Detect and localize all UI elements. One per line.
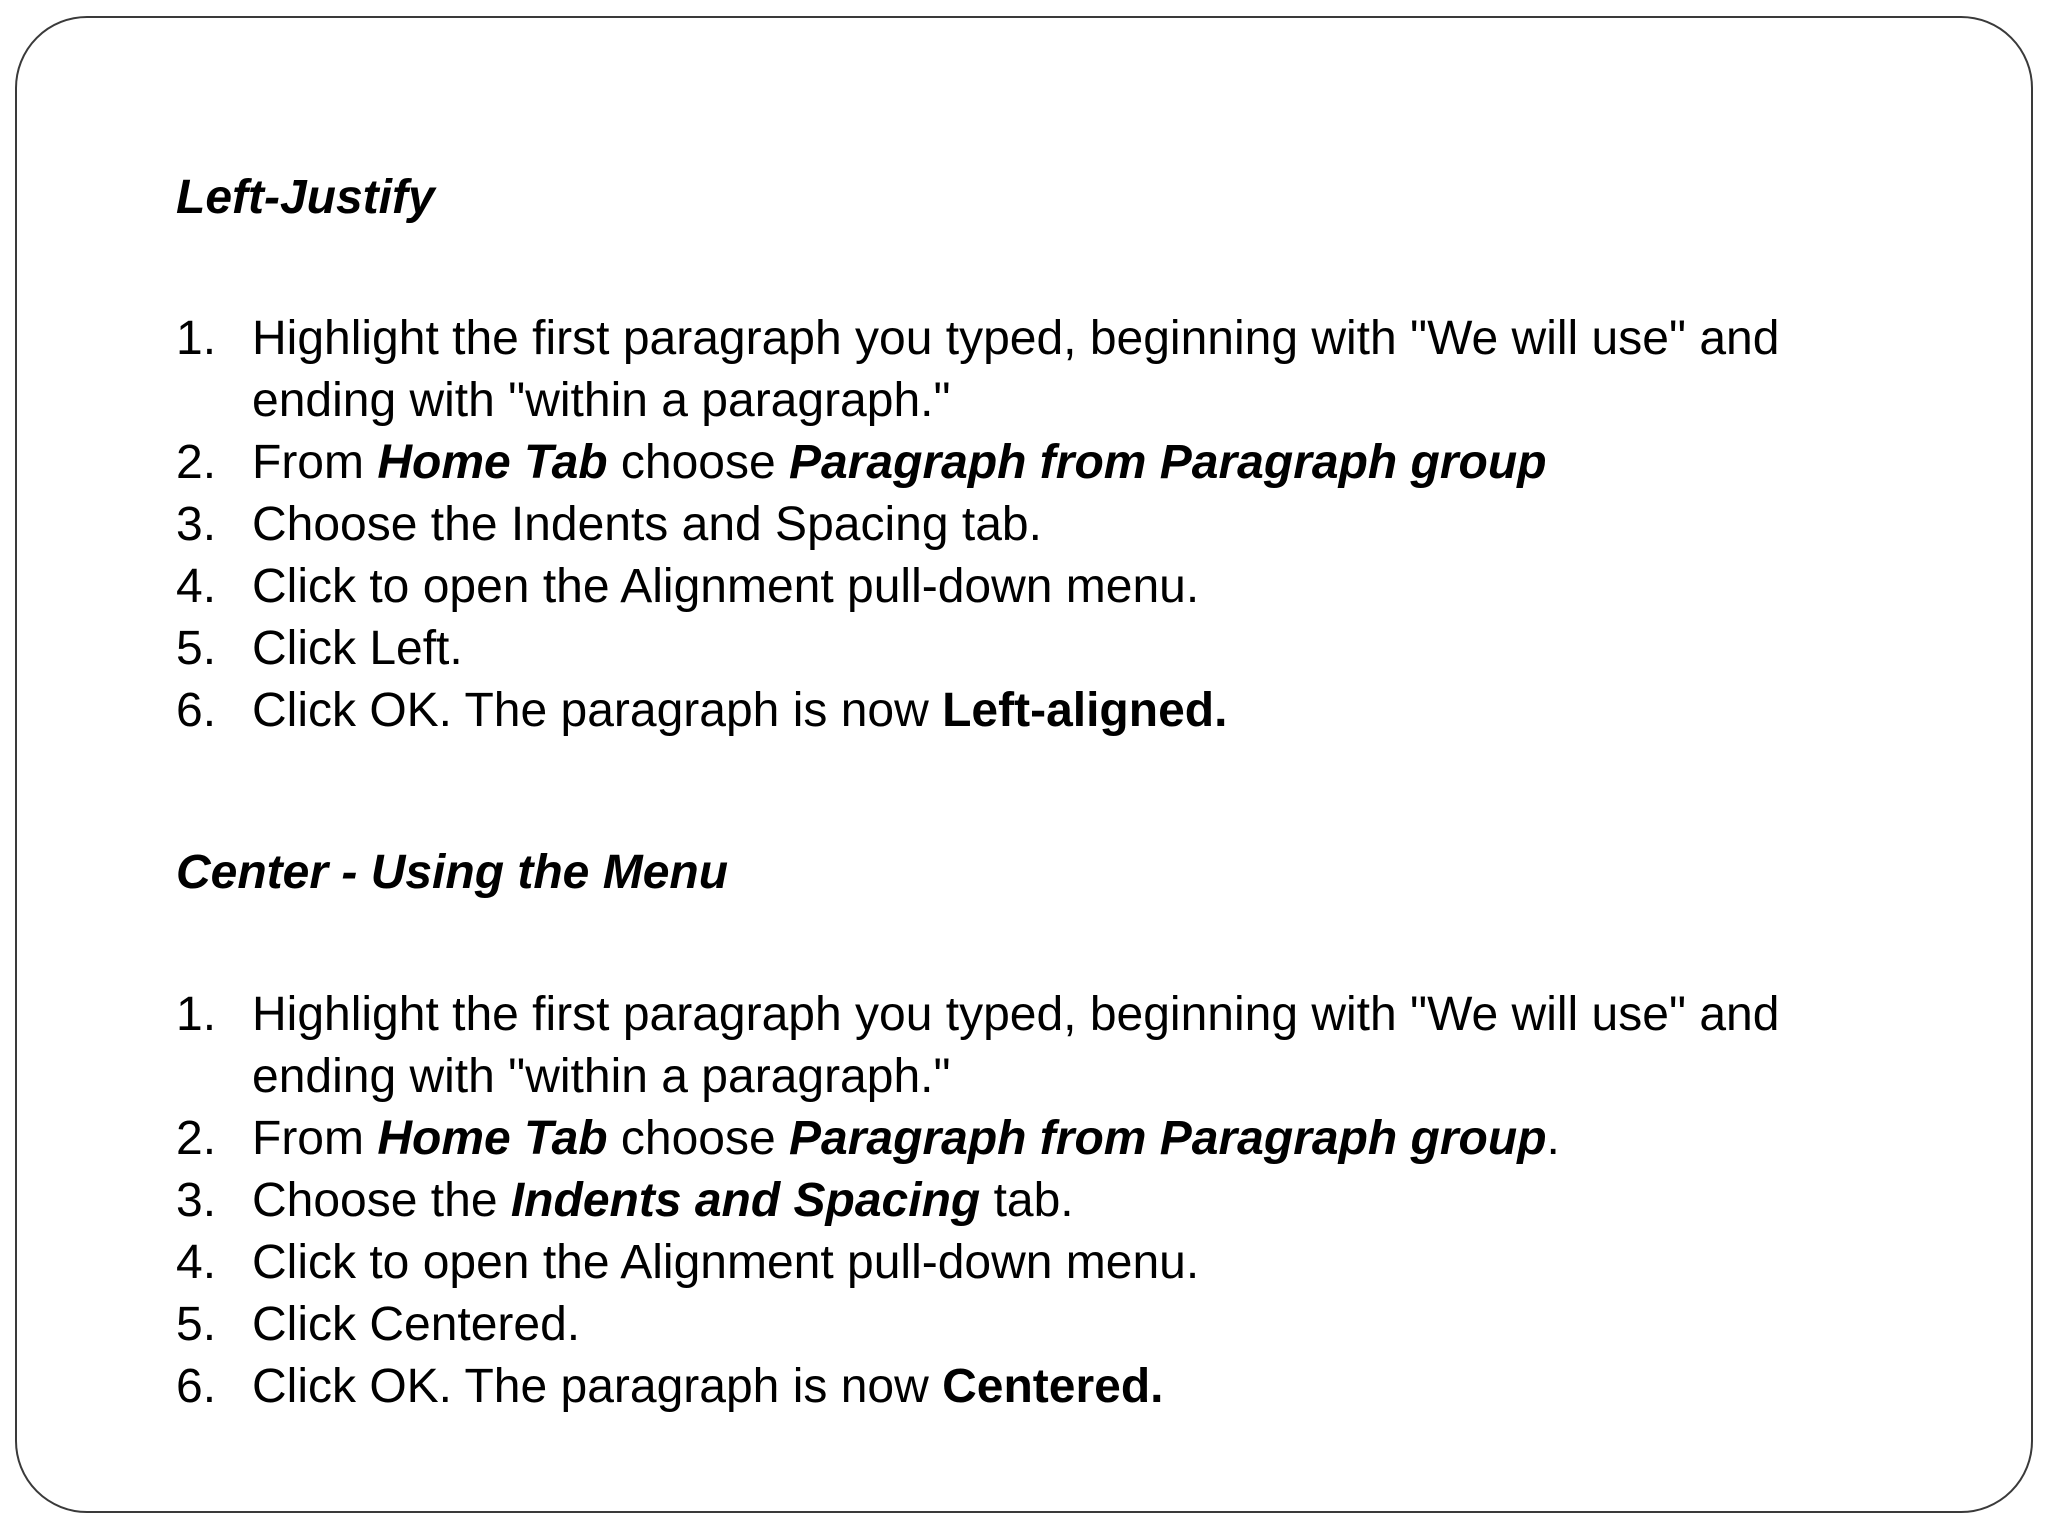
step-number: 1. [176, 312, 217, 365]
step-number: 6. [176, 1360, 217, 1413]
list-item [176, 1294, 1779, 1356]
step-text: Choose the [252, 1174, 511, 1227]
step-text: Click to open the Alignment pull-down menu. [252, 1236, 1200, 1289]
list-item [176, 432, 1779, 494]
step-emphasis: Centered. [942, 1360, 1164, 1413]
steps-list-center-menu [176, 984, 1779, 1418]
step-text: Click OK. The paragraph is now [252, 1360, 943, 1413]
step-text: Choose the Indents and Spacing tab. [252, 498, 1042, 551]
step-number: 3. [176, 1174, 217, 1227]
step-text-line2: ending with "within a paragraph." [252, 1050, 951, 1103]
step-text: From [252, 1112, 378, 1165]
list-item [176, 308, 1779, 432]
list-item [176, 1232, 1779, 1294]
step-number: 6. [176, 684, 217, 737]
step-text-line1: Highlight the first paragraph you typed, beginning with "We will use" and [252, 312, 1780, 365]
step-text: Click Left. [252, 622, 463, 675]
step-text: Click Centered. [252, 1298, 581, 1351]
step-number: 5. [176, 1298, 217, 1351]
list-item [176, 680, 1779, 742]
step-emphasis: Paragraph from Paragraph group [789, 1112, 1547, 1165]
step-emphasis: Left-aligned. [942, 684, 1228, 737]
step-number: 2. [176, 436, 217, 489]
step-number: 4. [176, 1236, 217, 1289]
step-text-line1: Highlight the first paragraph you typed, beginning with "We will use" and [252, 988, 1780, 1041]
step-text: Click OK. The paragraph is now [252, 684, 943, 737]
list-item [176, 1356, 1779, 1418]
step-text: choose [607, 1112, 790, 1165]
list-item [176, 494, 1779, 556]
step-emphasis: Home Tab [377, 1112, 608, 1165]
list-item [176, 984, 1779, 1108]
step-text-line2: ending with "within a paragraph." [252, 374, 951, 427]
step-number: 5. [176, 622, 217, 675]
step-number: 3. [176, 498, 217, 551]
list-item [176, 1170, 1779, 1232]
slide-frame [15, 16, 2033, 1513]
section-heading-center-menu: Center - Using the Menu [176, 846, 729, 899]
step-number: 1. [176, 988, 217, 1041]
step-emphasis: Indents and Spacing [510, 1174, 981, 1227]
step-text: choose [607, 436, 790, 489]
step-text: From [252, 436, 378, 489]
step-number: 4. [176, 560, 217, 613]
step-number: 2. [176, 1112, 217, 1165]
steps-list-left-justify [176, 308, 1779, 742]
list-item [176, 1108, 1779, 1170]
step-text: . [1546, 1112, 1560, 1165]
step-emphasis: Home Tab [377, 436, 608, 489]
step-text: tab. [980, 1174, 1074, 1227]
section-heading-left-justify: Left-Justify [176, 171, 435, 224]
list-item [176, 556, 1779, 618]
step-text: Click to open the Alignment pull-down menu. [252, 560, 1200, 613]
list-item [176, 618, 1779, 680]
step-emphasis: Paragraph from Paragraph group [789, 436, 1547, 489]
